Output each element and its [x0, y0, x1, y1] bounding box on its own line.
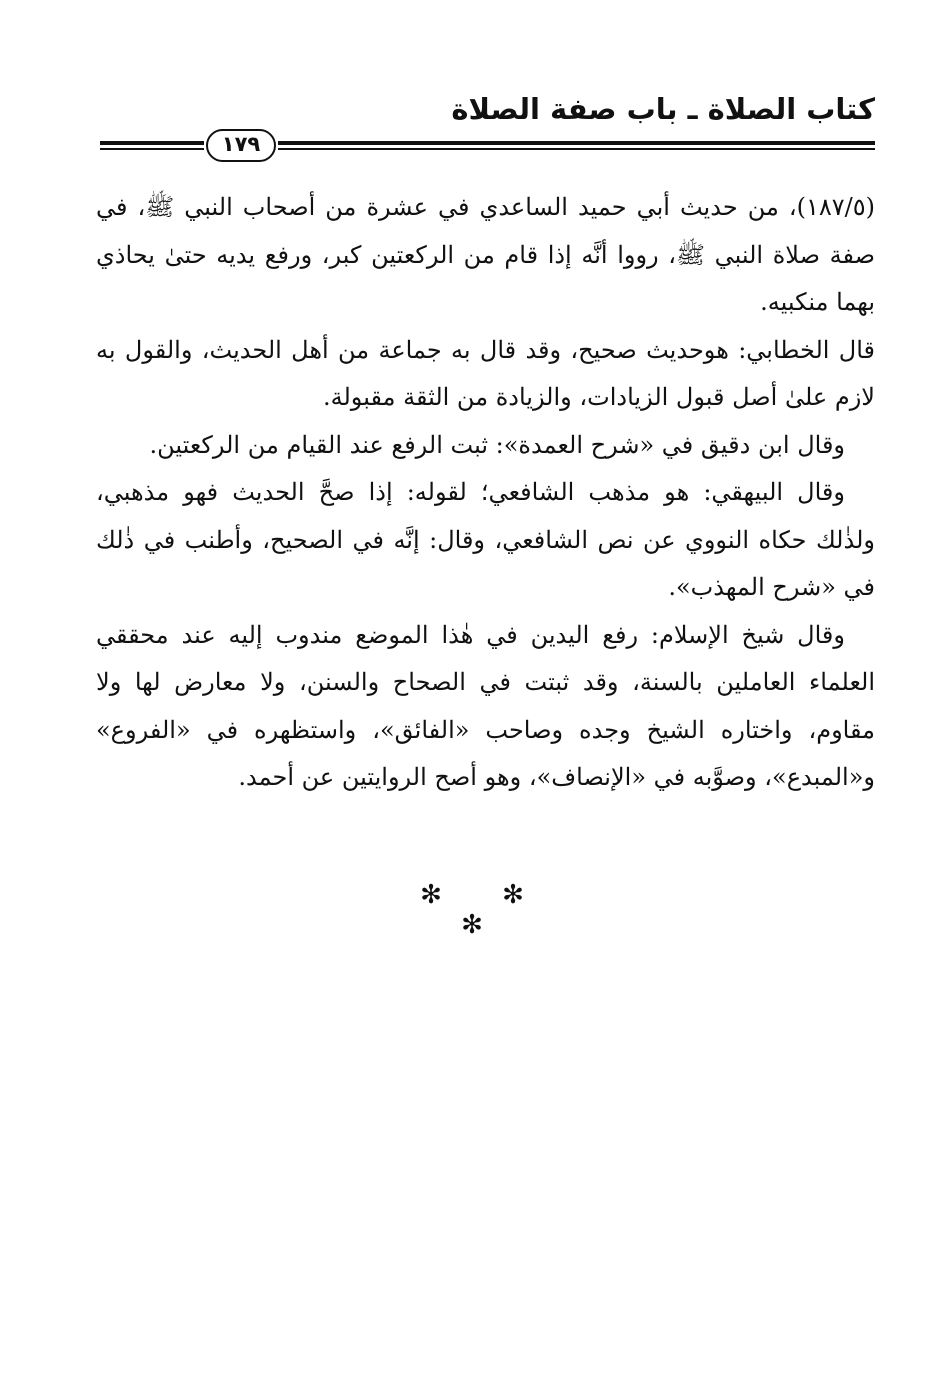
paragraph-1: (١٨٧/٥)، من حديث أبي حميد الساعدي في عشرة من أصحاب النبي ﷺ، في صفة صلاة النبي ﷺ، رووا أنَّه إذا قام من الركعتين كبر، ورفع يديه حتىٰ يحاذي بهما منكبيه.	[96, 193, 875, 316]
chapter-title: كتاب الصلاة ـ باب صفة الصلاة	[451, 92, 875, 126]
section-separator: ✻ ✻ ✻	[420, 880, 550, 940]
header-rule-left	[100, 141, 204, 151]
page-number: ١٧٩	[206, 129, 276, 162]
paragraph-3: وقال ابن دقيق في «شرح العمدة»: ثبت الرفع عند القيام من الركعتين.	[149, 430, 845, 459]
header-rule-right	[278, 141, 875, 151]
paragraph-5: وقال شيخ الإسلام: رفع اليدين في هٰذا الموضع مندوب إليه عند محققي العلماء العاملين بالسنة، وقد ثبتت في الصحاح والسنن، ولا معارض لها ولا مقاوم، واختاره الشيخ وجده وصاحب «الفائق»، واستظهره في «الفروع» و«المبدع»، وصوَّبه في «الإنصاف»، وهو أصح الروايتين عن أحمد.	[96, 620, 875, 791]
page-header	[100, 92, 875, 162]
paragraph-2: قال الخطابي: هوحديث صحيح، وقد قال به جماعة من أهل الحديث، والقول به لازم علىٰ أصل قبول الزيادات، والزيادة من الثقة مقبولة.	[96, 335, 875, 411]
paragraph-4: وقال البيهقي: هو مذهب الشافعي؛ لقوله: إذا صحَّ الحديث فهو مذهبي، ولذٰلك حكاه النووي عن نص الشافعي، وقال: إنَّه في الصحيح، وأطنب في ذٰلك في «شرح المهذب».	[96, 478, 875, 601]
page-body	[96, 184, 875, 802]
